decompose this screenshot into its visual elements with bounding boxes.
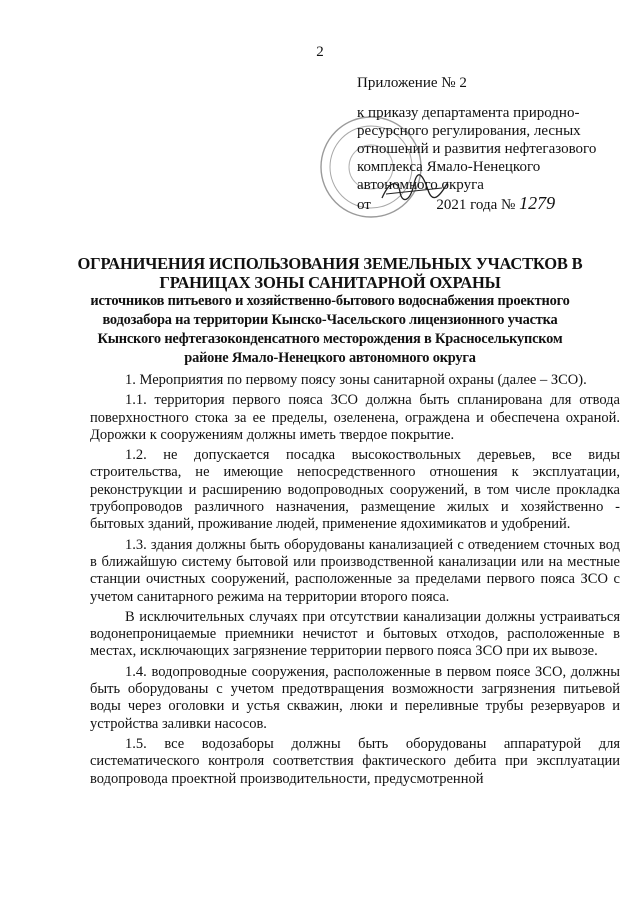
- body-paragraph: В исключительных случаях при отсутствии канализации должны устраиваться водонепроницаемые приемники нечистот и бытовых отходов, расположенные в местах, исключающих загрязнение территории первого пояса ЗСО при их вывозе.: [90, 608, 620, 660]
- document-body: [90, 372, 620, 791]
- body-paragraph: 1. Мероприятия по первому поясу зоны санитарной охраны (далее – ЗСО).: [125, 372, 587, 388]
- body-paragraph: 1.1. территория первого пояса ЗСО должна быть спланирована для отвода поверхностного стока за ее пределы, озеленена, ограждена и обеспечена охраной. Дорожки к сооружениям должны иметь твердое покрытие.: [90, 392, 620, 443]
- heading-title-line: ГРАНИЦАХ ЗОНЫ САНИТАРНОЙ ОХРАНЫ: [159, 273, 501, 292]
- document-heading: [40, 254, 620, 368]
- body-paragraph: 1.3. здания должны быть оборудованы канализацией с отведением сточных вод в ближайшую систему бытовой или производственной канализации или на местные станции очистных сооружений, расположенные за пределами первого пояса ЗСО с учетом санитарного режима на территории второго пояса.: [90, 536, 620, 605]
- heading-subtitle-line: Кынского нефтегазоконденсатного месторождения в Красноселькупском: [97, 331, 563, 347]
- heading-title-line: ОГРАНИЧЕНИЯ ИСПОЛЬЗОВАНИЯ ЗЕМЕЛЬНЫХ УЧАСТКОВ В: [77, 254, 583, 273]
- appendix-line: автономного округа: [357, 177, 484, 193]
- date-suffix: 2021 года №: [436, 197, 516, 213]
- appendix-line: к приказу департамента природно-: [357, 105, 580, 121]
- body-paragraph: 1.2. не допускается посадка высокоствольных деревьев, все виды строительства, не имеющие непосредственного отношения к эксплуатации, реконструкции и расширению водопроводных сооружений, в том числе прокладка трубопроводов различного назначения, размещение жилых и хозяйственно - бытовых зданий, проживание людей, применение ядохимикатов и удобрений.: [90, 447, 620, 533]
- heading-subtitle-line: водозабора на территории Кынско-Часельского лицензионного участка: [102, 312, 558, 328]
- appendix-title: Приложение № 2: [357, 75, 467, 91]
- document-number: 1279: [519, 193, 556, 213]
- handwritten-signature: [380, 174, 450, 204]
- appendix-line: комплекса Ямало-Ненецкого: [357, 159, 541, 175]
- appendix-line: отношений и развития нефтегазового: [357, 141, 597, 157]
- heading-subtitle-line: источников питьевого и хозяйственно-бытового водоснабжения проектного: [90, 293, 570, 309]
- page-number: 2: [316, 44, 324, 60]
- body-paragraph: 1.4. водопроводные сооружения, расположенные в первом поясе ЗСО, должны быть оборудованы с учетом предотвращения возможности загрязнения питьевой воды через оголовки и устья скважин, люки и переливные трубы резервуаров и устройства заливки насосов.: [90, 663, 620, 732]
- date-prefix: от: [357, 197, 371, 213]
- heading-subtitle-line: районе Ямало-Ненецкого автономного округа: [184, 350, 476, 366]
- body-paragraph: 1.5. все водозаборы должны быть оборудованы аппаратурой для систематического контроля соответствия фактического дебита при эксплуатации водопровода проектной производительности, предусмотренной: [90, 735, 620, 787]
- appendix-line: ресурсного регулирования, лесных: [357, 123, 581, 139]
